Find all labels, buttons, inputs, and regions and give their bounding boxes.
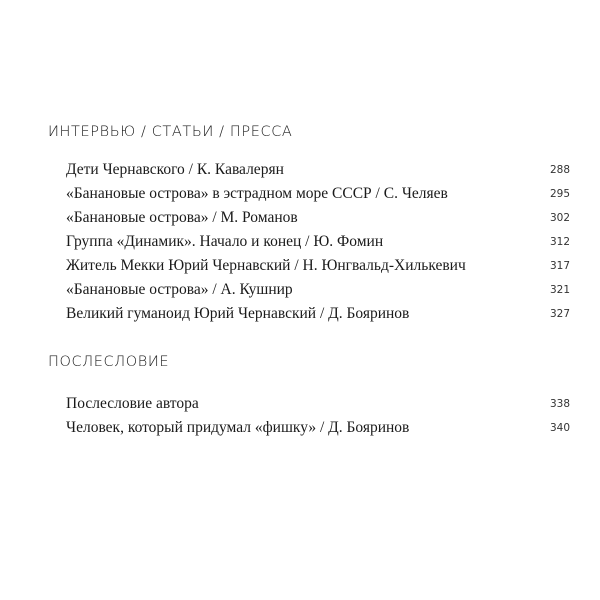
toc-list-interviews <box>66 158 570 326</box>
toc-entry[interactable] <box>66 416 570 440</box>
toc-entry[interactable] <box>66 278 570 302</box>
toc-entry[interactable] <box>66 302 570 326</box>
toc-entry-title: «Банановые острова» в эстрадном море СССР / С. Челяев <box>66 185 448 202</box>
toc-entry-title: Великий гуманоид Юрий Чернавский / Д. Бояринов <box>66 305 410 322</box>
toc-entry-title: Человек, который придумал «фишку» / Д. Бояринов <box>66 419 410 436</box>
toc-entry-page: 340 <box>549 422 570 434</box>
toc-entry-page: 312 <box>549 236 570 248</box>
toc-entry-title: Дети Чернавского / К. Кавалерян <box>66 161 284 178</box>
toc-entry-title: Послесловие автора <box>66 395 199 412</box>
toc-entry[interactable] <box>66 206 570 230</box>
toc-entry[interactable] <box>66 182 570 206</box>
toc-entry-page: 302 <box>549 212 570 224</box>
toc-entry-page: 288 <box>549 164 570 176</box>
toc-entry-page: 338 <box>549 398 570 410</box>
toc-entry-page: 317 <box>549 260 570 272</box>
toc-entry[interactable] <box>66 158 570 182</box>
toc-entry-page: 321 <box>549 284 570 296</box>
toc-entry-title: «Банановые острова» / М. Романов <box>66 209 298 226</box>
toc-entry-page: 327 <box>549 308 570 320</box>
toc-entry-page: 295 <box>549 188 570 200</box>
toc-entry-title: Группа «Динамик». Начало и конец / Ю. Фомин <box>66 233 384 250</box>
toc-entry[interactable] <box>66 254 570 278</box>
section-title-interviews: ИНТЕРВЬЮ / СТАТЬИ / ПРЕССА <box>48 124 293 140</box>
toc-entry-title: Житель Мекки Юрий Чернавский / Н. Юнгвальд-Хилькевич <box>66 257 466 274</box>
toc-entry-title: «Банановые острова» / А. Кушнир <box>66 281 293 298</box>
toc-entry[interactable] <box>66 392 570 416</box>
section-title-afterword: ПОСЛЕСЛОВИЕ <box>48 354 170 370</box>
toc-entry[interactable] <box>66 230 570 254</box>
toc-list-afterword <box>66 392 570 440</box>
